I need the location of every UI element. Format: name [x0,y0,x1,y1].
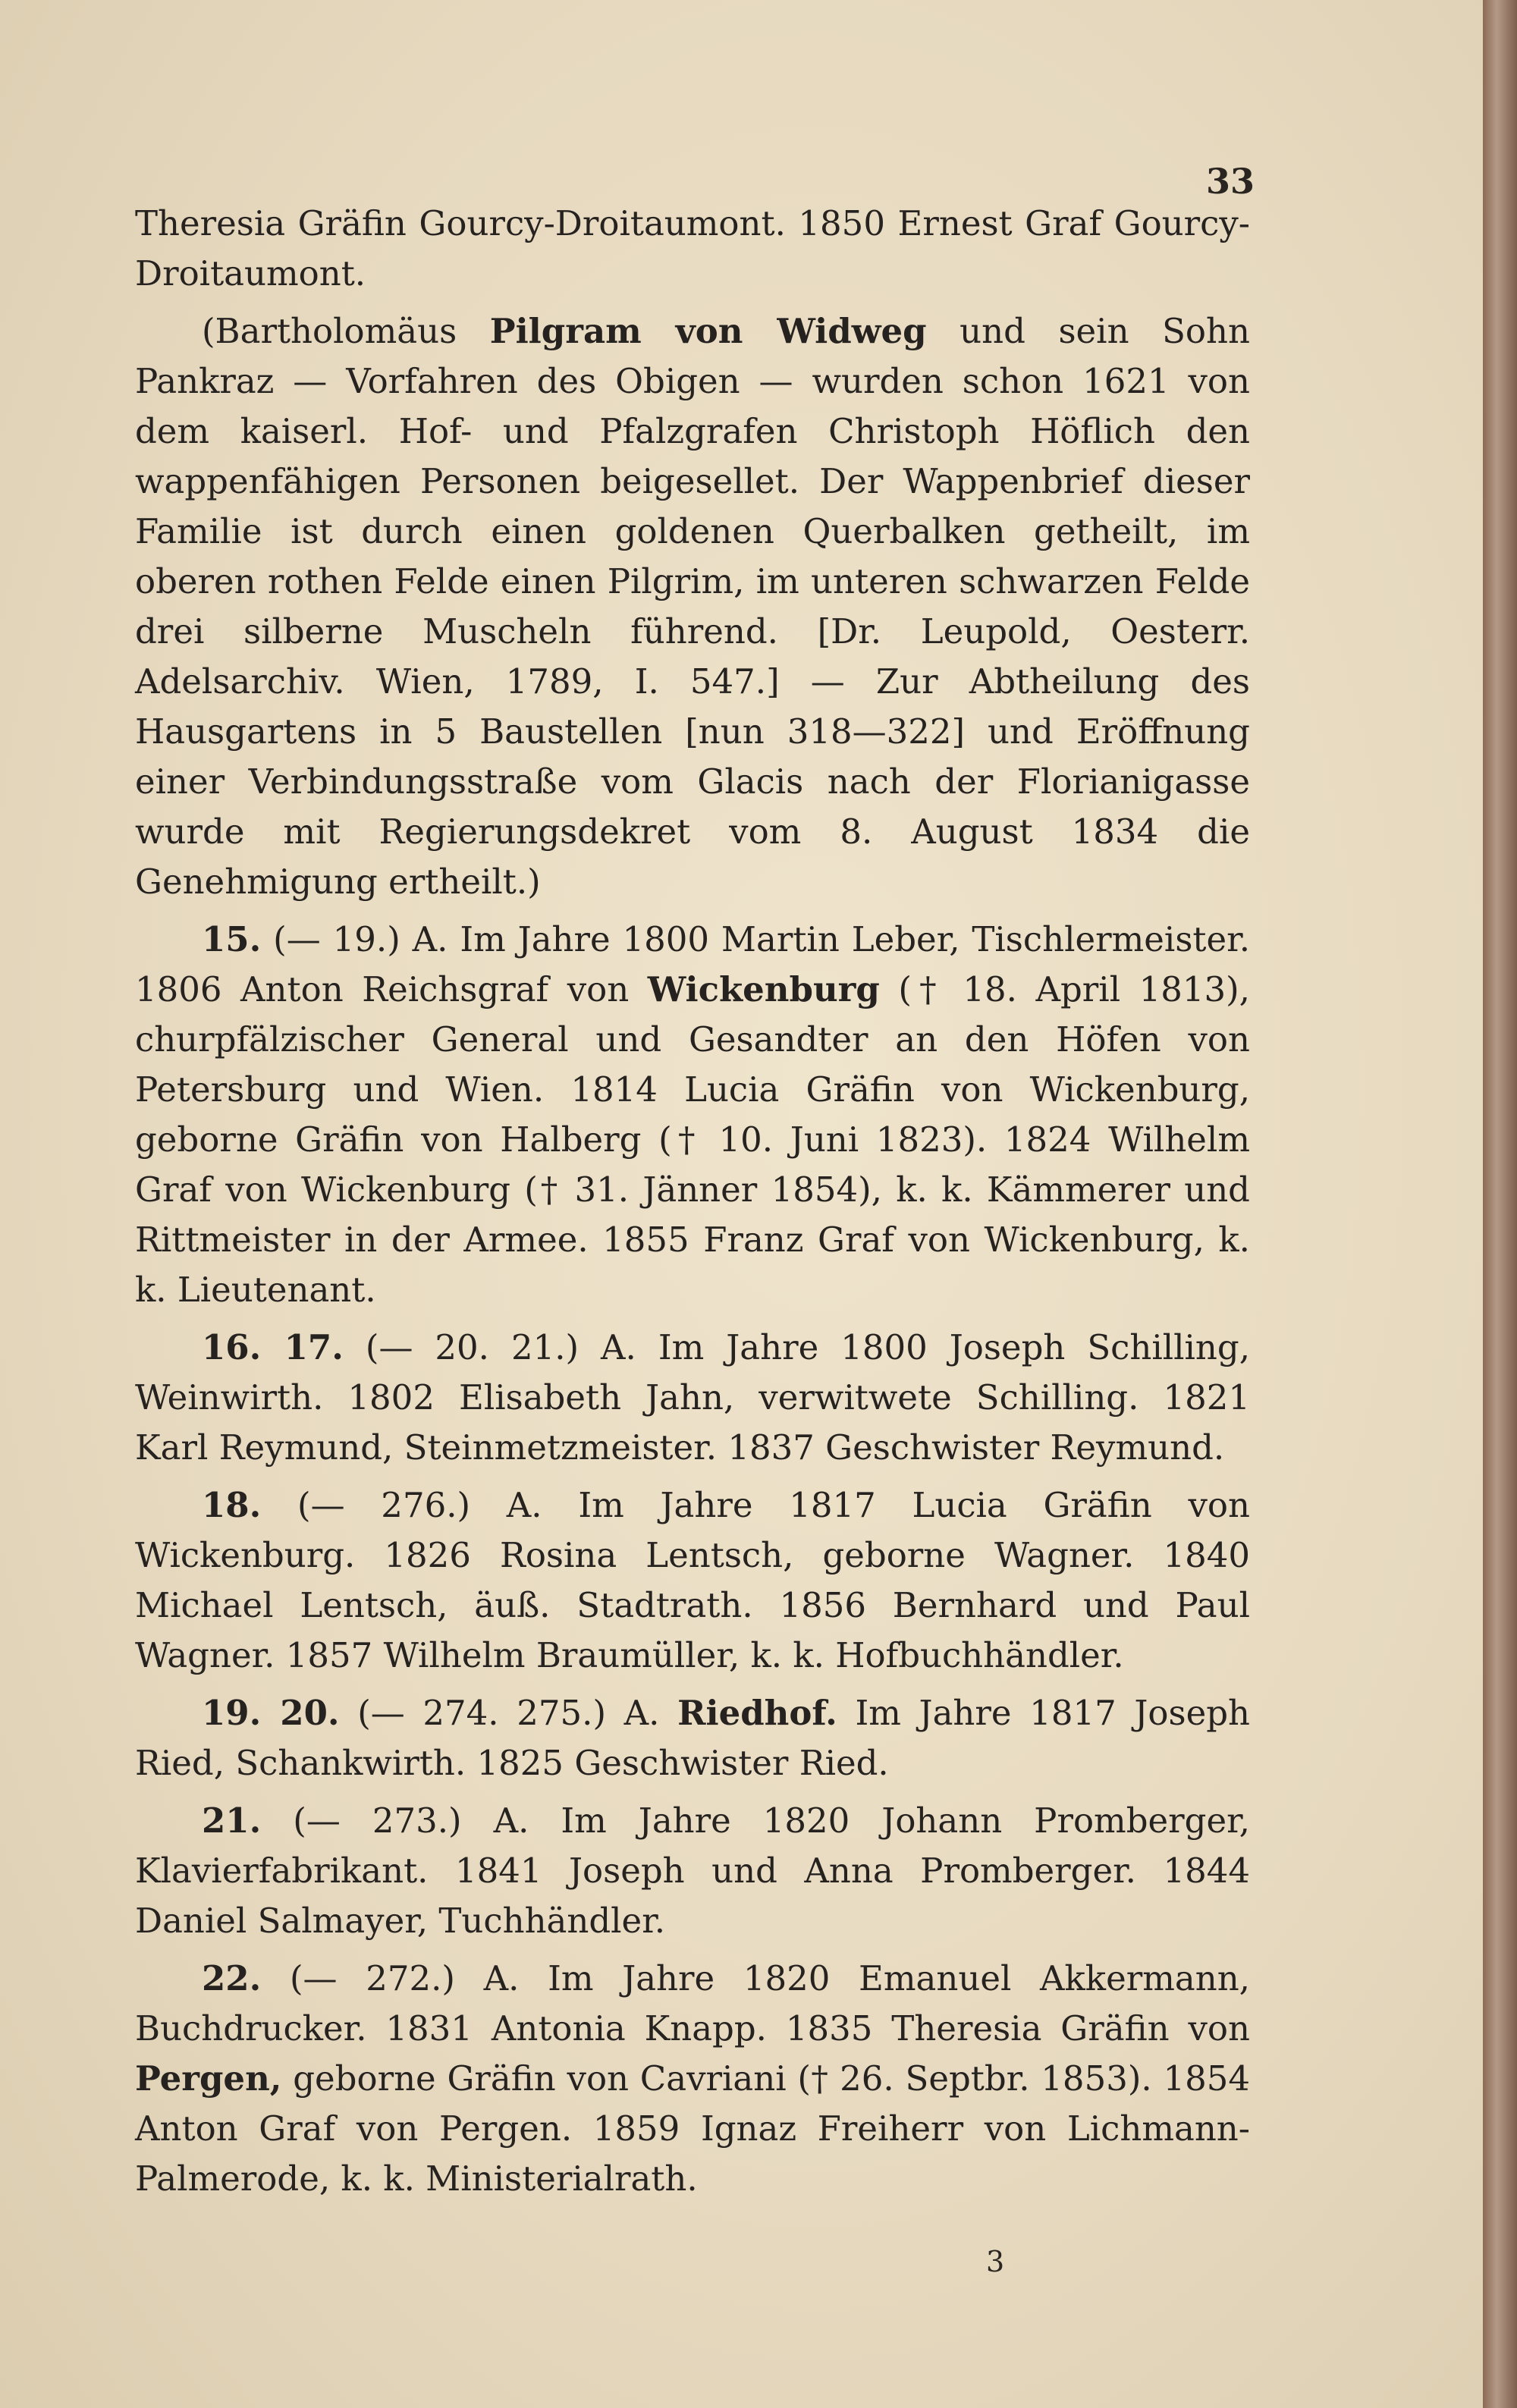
paragraph [135,1480,1250,1681]
paragraph [135,1323,1250,1473]
paragraph [135,1688,1250,1788]
text-run: (— 19.) A. Im Jahre 1800 Martin Leber, Tischlermeister. 1806 Anton Reichsgraf von [135,919,1250,1009]
text-run: (— 272.) A. Im Jahre 1820 Emanuel Akkermann, Buchdrucker. 1831 Antonia Knapp. 1835 Theresia Gräfin von [135,1958,1250,2049]
text-run: (— 273.) A. Im Jahre 1820 Johann Promberger, Klavierfabrikant. 1841 Joseph und Anna Promberger. 1844 Daniel Salmayer, Tuchhändler. [135,1801,1250,1941]
text-run: Im Jahre 1817 Joseph Ried, Schankwirth. 1825 Geschwister Ried. [135,1693,1250,1783]
text-run: (Bartholomäus [202,311,490,351]
bold-text: 18. [202,1485,262,1525]
text-run: († 18. April 1813), churpfälzischer General und Gesandter an den Höfen von Petersburg und Wien. 1814 Lucia Gräfin von Wickenburg, geborne Gräfin von Halberg († 10. Juni 1823). 1824 Wilhelm Graf von Wickenburg († 31. Jänner 1854), k. k. Kämmerer und Rittmeister in der Armee. 1855 Franz Graf von Wickenburg, k. k. Lieutenant. [135,969,1250,1310]
bold-text: 19. 20. [202,1693,340,1733]
bold-text: 22. [202,1958,262,1998]
text-run: Theresia Gräfin Gourcy-Droitaumont. 1850 Ernest Graf Gourcy-Droitaumont. [135,203,1250,294]
paragraph [135,1796,1250,1946]
book-edge [1483,0,1517,2408]
bold-text: 21. [202,1801,262,1841]
text-run: (— 276.) A. Im Jahre 1817 Lucia Gräfin von Wickenburg. 1826 Rosina Lentsch, geborne Wagner. 1840 Michael Lentsch, äuß. Stadtrath. 1856 Bernhard und Paul Wagner. 1857 Wilhelm Braumüller, k. k. Hofbuchhändler. [135,1485,1250,1675]
paragraph [135,1954,1250,2204]
bold-text: 16. 17. [202,1327,344,1367]
bold-text: Riedhof. [677,1693,837,1733]
body-text [135,199,1250,2212]
bold-text: Pilgram von Widweg [489,311,927,351]
paragraph [135,306,1250,907]
paragraph [135,915,1250,1315]
text-run: (— 274. 275.) A. [339,1693,678,1733]
bold-text: Wickenburg [647,969,880,1009]
bold-text: 15. [202,919,262,959]
page-number: 33 [1206,161,1255,202]
text-run: (— 20. 21.) A. Im Jahre 1800 Joseph Schilling, Weinwirth. 1802 Elisabeth Jahn, verwitwete Schilling. 1821 Karl Reymund, Steinmetzmeister. 1837 Geschwister Reymund. [135,1327,1250,1468]
paragraph [135,199,1250,299]
signature-mark: 3 [986,2245,1005,2278]
text-run: und sein Sohn Pankraz — Vorfahren des Obigen — wurden schon 1621 von dem kaiserl. Hof- und Pfalzgrafen Christoph Höflich den wappenfähigen Personen beigesellet. Der Wappenbrief dieser Familie ist durch einen goldenen Querbalken getheilt, im oberen rothen Felde einen Pilgrim, im unteren schwarzen Felde drei silberne Muscheln führend. [Dr. Leupold, Oesterr. Adelsarchiv. Wien, 1789, I. 547.] — Zur Abtheilung des Hausgartens in 5 Baustellen [nun 318—322] und Eröffnung einer Verbindungsstraße vom Glacis nach der Florianigasse wurde mit Regierungsdekret vom 8. August 1834 die Genehmigung ertheilt.) [135,311,1250,902]
bold-text: Pergen, [135,2058,282,2099]
text-run: geborne Gräfin von Cavriani († 26. Septbr. 1853). 1854 Anton Graf von Pergen. 1859 Ignaz Freiherr von Lichmann-Palmerode, k. k. Ministerialrath. [135,2058,1250,2199]
